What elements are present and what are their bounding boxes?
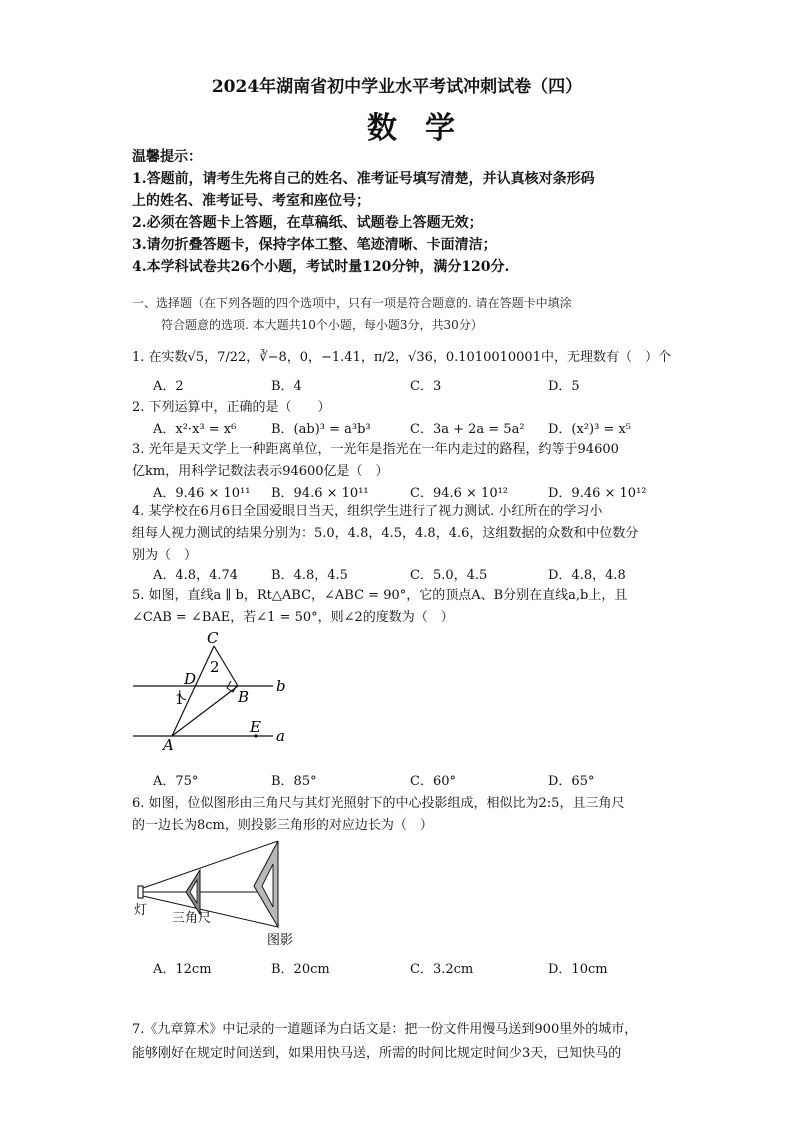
option-d: D．4.8，4.8 [548,568,626,583]
tip-line: 1.答题前，请考生先将自己的姓名、准考证号填写清楚，并认真核对条形码 [132,171,595,187]
option-b: B．20cm [271,962,330,977]
question-7-cont: 能够刚好在规定时间送到，如果用快马送，所需的时间比规定时间少3天，已知快马的 [132,1046,622,1061]
question-5-cont: ∠CAB = ∠BAE，若∠1 = 50°，则∠2的度数为（ ） [132,610,454,625]
tip-line: 上的姓名、准考证号、考室和座位号； [132,193,370,209]
section-heading: 一、选择题（在下列各题的四个选项中，只有一项是符合题意的. 请在答题卡中填涂 [132,296,572,310]
question-6: 6. 如图，位似图形由三角尺与其灯光照射下的中心投影组成，相似比为2:5，且三角尺 [132,796,625,811]
label-line-b: b [276,677,286,695]
label-a-point: A [163,736,174,754]
option-d: D．5 [548,379,580,394]
section-heading-cont: 符合题意的选项. 本大题共10个小题，每小题3分，共30分） [161,318,483,332]
option-b: B．85° [271,774,317,789]
option-a: A．75° [153,774,199,789]
option-d: D．9.46 × 10¹² [548,486,647,501]
tips-heading: 温馨提示： [132,149,202,165]
option-c: C．5.0，4.5 [410,568,488,583]
option-c: C．60° [410,774,456,789]
option-b: B．(ab)³ = a³b³ [271,422,371,437]
q5-figure [128,628,298,754]
question-4: 4. 某学校在6月6日全国爱眼日当天，组织学生进行了视力测试. 小红所在的学习小 [132,504,603,519]
option-b: B．4 [271,379,302,394]
lamp-icon [138,886,143,898]
q6-figure [130,834,310,950]
question-3-cont: 亿km，用科学记数法表示94600亿是（ ） [132,464,389,479]
exam-title: 2024年湖南省初中学业水平考试冲刺试卷（四） [211,77,583,97]
option-b: B．4.8，4.5 [271,568,348,583]
option-a: A．9.46 × 10¹¹ [153,486,251,501]
option-a: A．4.8，4.74 [153,568,239,583]
label-2: 2 [210,658,220,676]
label-line-a: a [276,727,285,745]
tip-line: 4.本学科试卷共26个小题，考试时量120分钟，满分120分. [132,259,510,275]
option-c: C．3 [410,379,442,394]
label-shadow: 图影 [267,933,294,948]
question-5: 5. 如图，直线a ∥ b，Rt△ABC，∠ABC = 90°，它的顶点A、B分别在直线a,b上，且 [132,588,628,603]
segment-ac [172,646,214,736]
question-2: 2. 下列运算中，正确的是（ ） [132,400,331,415]
question-1: 1. 在实数√5，7/22，∛−8，0，−1.41，π/2，√36，0.1010010001中，无理数有（ ）个 [132,350,671,365]
option-d: D．65° [548,774,595,789]
question-7: 7.《九章算术》中记录的一道题译为白话文是：把一份文件用慢马送到900里外的城市， [132,1022,638,1037]
option-a: A．x²·x³ = x⁶ [153,422,237,437]
label-lamp: 灯 [134,903,148,918]
question-3: 3. 光年是天文学上一种距离单位，一光年是指光在一年内走过的路程，约等于94600 [132,442,619,457]
option-d: D．(x²)³ = x⁵ [548,422,632,437]
option-d: D．10cm [548,962,608,977]
option-a: A．12cm [153,962,212,977]
option-b: B．94.6 × 10¹¹ [271,486,369,501]
question-4-cont: 别为（ ） [132,548,198,563]
tip-line: 3.请勿折叠答题卡，保持字体工整、笔迹清晰、卡面清洁； [132,237,497,253]
option-c: C．94.6 × 10¹² [410,486,509,501]
label-1: 1 [175,692,184,708]
tip-line: 2.必须在答题卡上答题，在草稿纸、试题卷上答题无效； [132,215,483,231]
label-d: D [184,670,197,688]
label-c: C [207,629,219,647]
label-ruler: 三角尺 [172,911,212,926]
question-6-cont: 的一边长为8cm，则投影三角形的对应边长为（ ） [132,818,433,833]
subject-title: 数学 [367,111,483,146]
question-4-cont: 组每人视力测试的结果分别为：5.0，4.8，4.5，4.8，4.6，这组数据的众数和中位数分 [132,526,639,541]
option-c: C．3.2cm [410,962,474,977]
option-a: A．2 [153,379,184,394]
label-e: E [250,718,261,736]
option-c: C．3a + 2a = 5a² [410,422,525,437]
label-b-point: B [238,688,250,706]
